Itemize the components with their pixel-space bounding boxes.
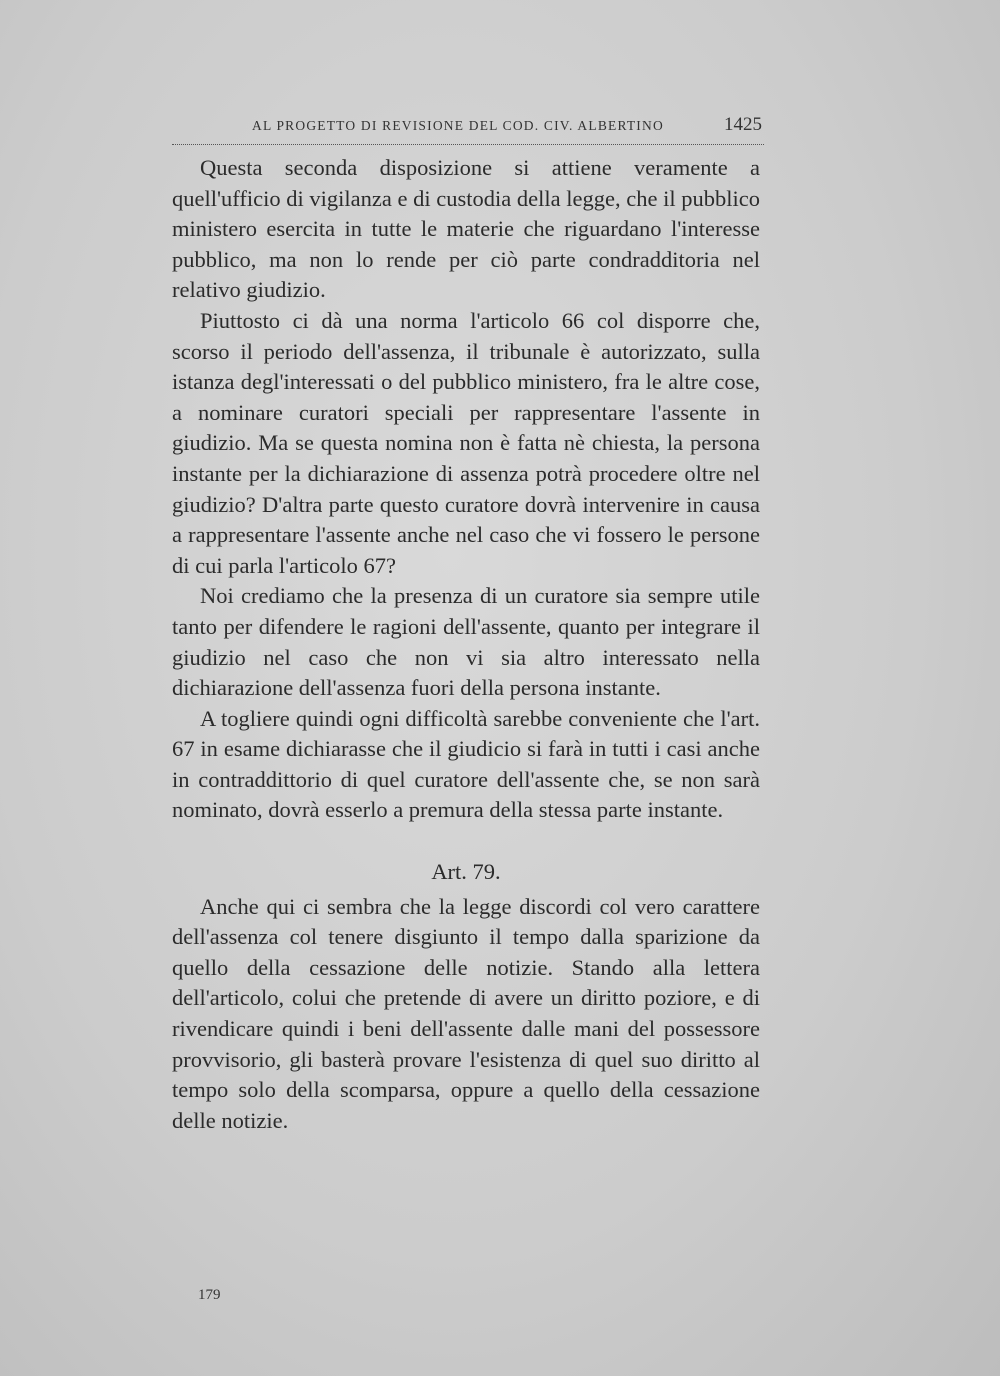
paragraph: Anche qui ci sembra che la legge discordi col vero carattere dell'assenza col tenere disgiunto il tempo dalla sparizione da quello della cessazione delle notizie. Stando alla lettera dell'articolo, colui che pretende di avere un diritto poziore, e di rivendicare quindi i beni dell'assente dalle mani del possessore provvisorio, gli basterà provare l'esistenza di quel suo diritto al tempo solo della scomparsa, oppure a quello della cessazione delle notizie.: [172, 893, 760, 1133]
signature-mark: 179: [198, 1287, 221, 1303]
article-heading: Art. 79.: [431, 859, 501, 885]
paragraph: Noi crediamo che la presenza di un curatore sia sempre utile tanto per difendere le ragioni dell'assente, quanto per integrare il giudizio nel caso che non vi sia altro interessato nella dichiarazione dell'assenza fuori della persona instante.: [172, 583, 760, 701]
page-number: 1425: [724, 114, 762, 135]
running-title: AL PROGETTO DI REVISIONE DEL COD. CIV. ALBERTINO: [252, 118, 664, 133]
page-header: [172, 112, 764, 145]
page-body: [172, 153, 760, 1136]
paragraph: A togliere quindi ogni difficoltà sarebbe conveniente che l'art. 67 in esame dichiarasse che il giudicio si farà in tutti i casi anche in contraddittorio di quel curatore dell'assente che, se non sarà nominato, dovrà esserlo a premura della stessa parte instante.: [172, 705, 760, 823]
paragraph: Questa seconda disposizione si attiene veramente a quell'ufficio di vigilanza e di custodia della legge, che il pubblico ministero esercita in tutte le materie che riguardano l'interesse pubblico, ma non lo rende per ciò parte condradditoria nel relativo giudizio.: [172, 155, 760, 303]
paragraph: Piuttosto ci dà una norma l'articolo 66 col disporre che, scorso il periodo dell'assenza, il tribunale è autorizzato, sulla istanza degl'interessati o del pubblico ministero, fra le altre cose, a nominare curatori speciali per rappresentare l'assente in giudizio. Ma se questa nomina non è fatta nè chiesta, la persona instante per la dichiarazione di assenza potrà procedere oltre nel giudizio? D'altra parte questo curatore dovrà intervenire in causa a rappresentare l'assente anche nel caso che vi fossero le persone di cui parla l'articolo 67?: [172, 307, 760, 578]
